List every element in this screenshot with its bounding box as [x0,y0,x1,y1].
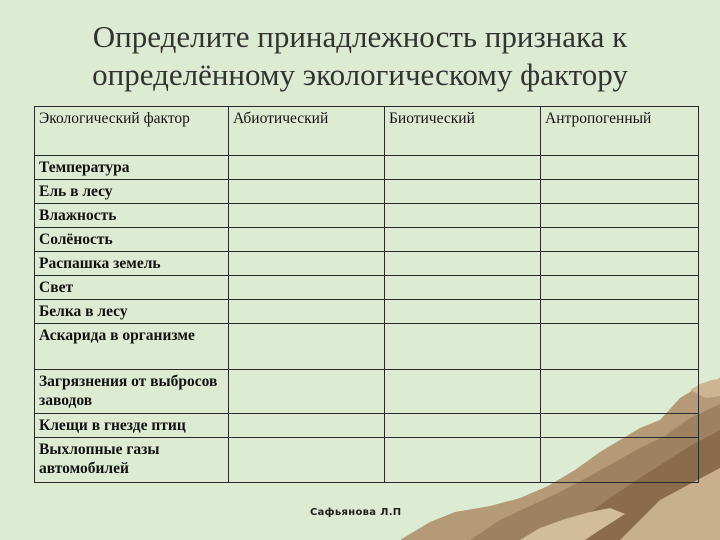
table-row [35,156,699,180]
row-label: Распашка земель [35,252,229,276]
table-header-row [35,107,699,156]
answer-cell[interactable] [385,438,541,483]
answer-cell[interactable] [229,180,385,204]
table-row [35,324,699,370]
answer-cell[interactable] [229,324,385,370]
row-label: Свет [35,276,229,300]
answer-cell[interactable] [229,370,385,414]
answer-cell[interactable] [385,324,541,370]
row-label: Аскарида в организме [35,324,229,370]
answer-cell[interactable] [541,414,699,438]
table-row [35,438,699,483]
table-row [35,414,699,438]
title-line-2: определённому экологическому фактору [92,57,628,92]
answer-cell[interactable] [229,438,385,483]
answer-cell[interactable] [385,276,541,300]
row-label: Солёность [35,228,229,252]
answer-cell[interactable] [229,252,385,276]
answer-cell[interactable] [385,414,541,438]
answer-cell[interactable] [541,324,699,370]
answer-cell[interactable] [385,228,541,252]
table-row [35,370,699,414]
page-title [0,18,720,94]
header-abiotic: Абиотический [229,107,385,156]
author-watermark: Сафьянова Л.П [310,507,402,518]
row-label: Влажность [35,204,229,228]
header-anthropogenic: Антропогенный [541,107,699,156]
table-row [35,204,699,228]
row-label: Выхлопные газы автомобилей [35,438,229,483]
table-row [35,276,699,300]
table-row [35,300,699,324]
answer-cell[interactable] [541,228,699,252]
header-factor: Экологический фактор [35,107,229,156]
answer-cell[interactable] [385,300,541,324]
answer-cell[interactable] [541,204,699,228]
answer-cell[interactable] [229,276,385,300]
answer-cell[interactable] [541,180,699,204]
table-row [35,180,699,204]
answer-cell[interactable] [229,300,385,324]
answer-cell[interactable] [385,204,541,228]
answer-cell[interactable] [229,414,385,438]
answer-cell[interactable] [385,180,541,204]
answer-cell[interactable] [541,276,699,300]
answer-cell[interactable] [541,156,699,180]
answer-cell[interactable] [385,156,541,180]
factor-table [34,106,699,483]
answer-cell[interactable] [541,370,699,414]
answer-cell[interactable] [385,252,541,276]
answer-cell[interactable] [229,228,385,252]
answer-cell[interactable] [229,204,385,228]
row-label: Белка в лесу [35,300,229,324]
row-label: Клещи в гнезде птиц [35,414,229,438]
table-row [35,252,699,276]
row-label: Ель в лесу [35,180,229,204]
answer-cell[interactable] [541,438,699,483]
title-line-1: Определите принадлежность признака к [92,19,628,54]
answer-cell[interactable] [385,370,541,414]
answer-cell[interactable] [541,300,699,324]
table-row [35,228,699,252]
answer-cell[interactable] [229,156,385,180]
row-label: Температура [35,156,229,180]
header-biotic: Биотический [385,107,541,156]
row-label: Загрязнения от выбросов заводов [35,370,229,414]
answer-cell[interactable] [541,252,699,276]
